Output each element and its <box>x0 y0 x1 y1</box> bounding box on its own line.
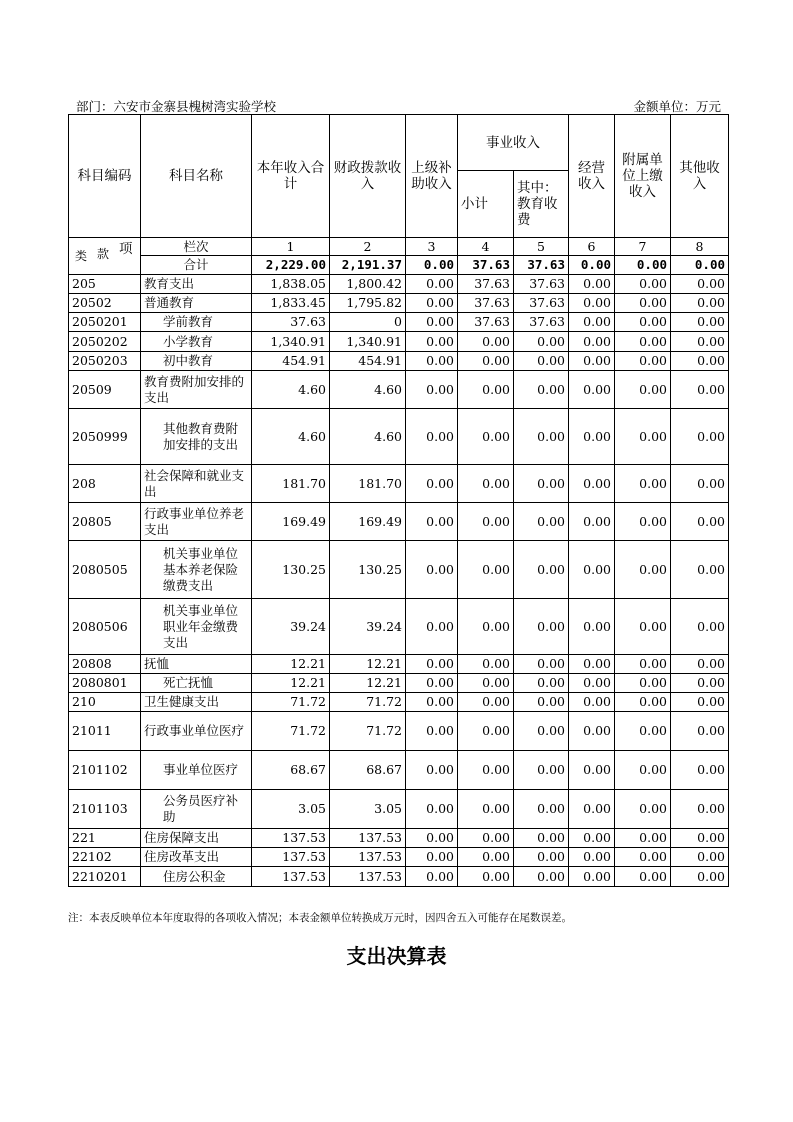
amount-cell: 0.00 <box>569 352 615 371</box>
amount-cell: 0.00 <box>615 829 671 848</box>
subject-code: 210 <box>69 693 141 712</box>
amount-cell: 181.70 <box>252 465 330 503</box>
table-row <box>69 371 729 409</box>
subject-name: 教育支出 <box>141 275 252 294</box>
total-cell: 0.00 <box>569 256 615 275</box>
amount-cell: 0.00 <box>514 409 569 465</box>
amount-cell: 0.00 <box>406 294 458 313</box>
amount-cell: 130.25 <box>252 541 330 599</box>
amount-cell: 0.00 <box>514 848 569 867</box>
amount-cell: 0.00 <box>615 275 671 294</box>
table-row <box>69 829 729 848</box>
total-cell: 2,229.00 <box>252 256 330 275</box>
subject-code: 205 <box>69 275 141 294</box>
amount-cell: 0.00 <box>615 674 671 693</box>
index-cell: 3 <box>406 238 458 256</box>
amount-cell: 0.00 <box>514 655 569 674</box>
amount-cell: 0.00 <box>569 275 615 294</box>
amount-cell: 37.63 <box>458 275 514 294</box>
amount-cell: 68.67 <box>252 751 330 790</box>
amount-cell: 0.00 <box>406 674 458 693</box>
amount-cell: 37.63 <box>514 275 569 294</box>
amount-cell: 1,800.42 <box>330 275 406 294</box>
amount-cell: 454.91 <box>330 352 406 371</box>
amount-cell: 0.00 <box>514 693 569 712</box>
amount-cell: 0.00 <box>406 751 458 790</box>
subject-name: 事业单位医疗 <box>141 751 252 790</box>
subject-name: 住房保障支出 <box>141 829 252 848</box>
amount-cell: 0.00 <box>671 275 729 294</box>
table-row <box>69 352 729 371</box>
amount-cell: 12.21 <box>252 674 330 693</box>
amount-cell: 1,833.45 <box>252 294 330 313</box>
amount-cell: 0.00 <box>615 693 671 712</box>
amount-cell: 0.00 <box>671 712 729 751</box>
amount-cell: 0.00 <box>569 693 615 712</box>
amount-cell: 4.60 <box>330 371 406 409</box>
table-row <box>69 503 729 541</box>
index-cell: 6 <box>569 238 615 256</box>
index-cell: 4 <box>458 238 514 256</box>
table-row <box>69 712 729 751</box>
amount-cell: 0.00 <box>569 599 615 655</box>
amount-cell: 0.00 <box>671 848 729 867</box>
subject-code: 2101102 <box>69 751 141 790</box>
amount-cell: 0.00 <box>514 541 569 599</box>
amount-cell: 37.63 <box>514 313 569 332</box>
amount-cell: 0.00 <box>615 599 671 655</box>
amount-cell: 39.24 <box>330 599 406 655</box>
amount-cell: 0.00 <box>569 541 615 599</box>
amount-cell: 3.05 <box>330 790 406 829</box>
amount-cell: 0.00 <box>615 313 671 332</box>
amount-cell: 0.00 <box>671 352 729 371</box>
xiang-label: 项 <box>119 241 133 257</box>
amount-cell: 0.00 <box>569 848 615 867</box>
amount-cell: 137.53 <box>252 848 330 867</box>
subject-code: 2080505 <box>69 541 141 599</box>
amount-cell: 0.00 <box>569 829 615 848</box>
kuan-label: 款 <box>97 247 110 261</box>
amount-cell: 0.00 <box>514 599 569 655</box>
amount-cell: 0.00 <box>514 712 569 751</box>
amount-cell: 0.00 <box>458 751 514 790</box>
amount-cell: 0.00 <box>406 848 458 867</box>
amount-cell: 0.00 <box>569 751 615 790</box>
subject-name: 学前教育 <box>141 313 252 332</box>
amount-cell: 0.00 <box>671 790 729 829</box>
amount-cell: 12.21 <box>330 655 406 674</box>
table-row <box>69 541 729 599</box>
amount-cell: 0.00 <box>406 790 458 829</box>
amount-cell: 4.60 <box>252 371 330 409</box>
total-cell: 37.63 <box>514 256 569 275</box>
subject-name: 抚恤 <box>141 655 252 674</box>
col-other-header: 其他收入 <box>671 115 729 238</box>
col-superior-header: 上级补助收入 <box>406 115 458 238</box>
table-row <box>69 409 729 465</box>
table-row <box>69 867 729 887</box>
amount-cell: 0.00 <box>615 712 671 751</box>
income-table <box>68 114 729 887</box>
subject-code: 2050203 <box>69 352 141 371</box>
amount-cell: 37.63 <box>458 313 514 332</box>
amount-cell: 0.00 <box>406 275 458 294</box>
amount-cell: 37.63 <box>514 294 569 313</box>
table-row <box>69 332 729 352</box>
subject-code: 2080801 <box>69 674 141 693</box>
amount-cell: 181.70 <box>330 465 406 503</box>
amount-cell: 0.00 <box>615 352 671 371</box>
index-cell: 8 <box>671 238 729 256</box>
col-career-edu-header: 其中：教育收费 <box>514 171 569 238</box>
amount-cell: 0.00 <box>569 409 615 465</box>
amount-cell: 0.00 <box>615 751 671 790</box>
subject-name: 卫生健康支出 <box>141 693 252 712</box>
table-row <box>69 848 729 867</box>
amount-cell: 137.53 <box>330 848 406 867</box>
subject-name: 其他教育费附加安排的支出 <box>141 409 252 465</box>
table-row <box>69 275 729 294</box>
amount-cell: 0.00 <box>406 313 458 332</box>
amount-cell: 0.00 <box>671 332 729 352</box>
amount-cell: 1,340.91 <box>330 332 406 352</box>
amount-cell: 0.00 <box>406 655 458 674</box>
amount-cell: 0.00 <box>615 541 671 599</box>
amount-cell: 169.49 <box>330 503 406 541</box>
subject-code: 2210201 <box>69 867 141 887</box>
amount-cell: 0.00 <box>406 371 458 409</box>
amount-cell: 0.00 <box>406 332 458 352</box>
amount-cell: 0.00 <box>458 332 514 352</box>
amount-cell: 0.00 <box>458 541 514 599</box>
amount-cell: 0.00 <box>458 409 514 465</box>
amount-cell: 0.00 <box>569 790 615 829</box>
amount-cell: 0.00 <box>514 674 569 693</box>
table-row <box>69 294 729 313</box>
subject-code: 208 <box>69 465 141 503</box>
amount-cell: 0.00 <box>514 503 569 541</box>
amount-cell: 0.00 <box>406 829 458 848</box>
subject-code: 2101103 <box>69 790 141 829</box>
subject-code: 2050201 <box>69 313 141 332</box>
amount-cell: 0.00 <box>671 655 729 674</box>
amount-cell: 71.72 <box>252 712 330 751</box>
amount-cell: 0.00 <box>406 693 458 712</box>
total-row <box>69 256 729 275</box>
amount-cell: 0.00 <box>671 465 729 503</box>
amount-cell: 0.00 <box>514 829 569 848</box>
amount-cell: 0.00 <box>458 829 514 848</box>
amount-cell: 0.00 <box>615 409 671 465</box>
amount-cell: 0.00 <box>514 371 569 409</box>
subject-name: 初中教育 <box>141 352 252 371</box>
amount-cell: 0.00 <box>671 294 729 313</box>
amount-cell: 0.00 <box>406 409 458 465</box>
col-career-sub-header: 小计 <box>458 171 514 238</box>
table-row <box>69 313 729 332</box>
amount-cell: 39.24 <box>252 599 330 655</box>
table-row <box>69 655 729 674</box>
amount-cell: 0.00 <box>615 867 671 887</box>
amount-cell: 0.00 <box>671 693 729 712</box>
amount-cell: 0.00 <box>569 371 615 409</box>
amount-cell: 130.25 <box>330 541 406 599</box>
total-label: 合计 <box>141 256 252 275</box>
amount-cell: 0.00 <box>569 313 615 332</box>
subject-name: 机关事业单位职业年金缴费支出 <box>141 599 252 655</box>
total-cell: 0.00 <box>671 256 729 275</box>
amount-cell: 0.00 <box>615 655 671 674</box>
amount-cell: 68.67 <box>330 751 406 790</box>
department-label: 部门：六安市金寨县槐树湾实验学校 <box>76 99 277 114</box>
amount-cell: 0.00 <box>514 332 569 352</box>
amount-cell: 0.00 <box>406 712 458 751</box>
amount-cell: 0.00 <box>458 503 514 541</box>
amount-cell: 0.00 <box>458 674 514 693</box>
subject-name: 死亡抚恤 <box>141 674 252 693</box>
total-cell: 2,191.37 <box>330 256 406 275</box>
amount-cell: 0.00 <box>458 655 514 674</box>
amount-cell: 0.00 <box>514 465 569 503</box>
amount-cell: 1,838.05 <box>252 275 330 294</box>
amount-cell: 4.60 <box>330 409 406 465</box>
index-cell: 5 <box>514 238 569 256</box>
amount-cell: 37.63 <box>458 294 514 313</box>
amount-cell: 0.00 <box>569 465 615 503</box>
amount-cell: 137.53 <box>252 829 330 848</box>
amount-cell: 0.00 <box>671 674 729 693</box>
amount-cell: 12.21 <box>330 674 406 693</box>
table-note: 注：本表反映单位本年度取得的各项收入情况；本表金额单位转换成万元时，因四舍五入可能存在尾数误差。 <box>68 912 572 924</box>
amount-cell: 0.00 <box>458 352 514 371</box>
amount-cell: 0.00 <box>458 371 514 409</box>
col-operating-header: 经营收入 <box>569 115 615 238</box>
amount-cell: 0.00 <box>671 371 729 409</box>
col-name-header: 科目名称 <box>141 115 252 238</box>
amount-cell: 137.53 <box>252 867 330 887</box>
table-row <box>69 693 729 712</box>
amount-cell: 0.00 <box>569 674 615 693</box>
amount-cell: 0.00 <box>615 848 671 867</box>
amount-cell: 0.00 <box>569 332 615 352</box>
subject-name: 小学教育 <box>141 332 252 352</box>
amount-cell: 0.00 <box>406 541 458 599</box>
amount-cell: 0.00 <box>671 751 729 790</box>
subject-name: 行政事业单位养老支出 <box>141 503 252 541</box>
subject-code: 2050202 <box>69 332 141 352</box>
amount-cell: 0.00 <box>406 352 458 371</box>
amount-cell: 0.00 <box>671 867 729 887</box>
amount-cell: 0.00 <box>458 712 514 751</box>
index-cell: 2 <box>330 238 406 256</box>
subject-code: 20808 <box>69 655 141 674</box>
subject-name: 住房改革支出 <box>141 848 252 867</box>
subject-name: 教育费附加安排的支出 <box>141 371 252 409</box>
subject-code: 221 <box>69 829 141 848</box>
total-cell: 0.00 <box>406 256 458 275</box>
amount-cell: 0.00 <box>406 867 458 887</box>
table-row <box>69 674 729 693</box>
amount-cell: 0.00 <box>458 465 514 503</box>
subject-name: 普通教育 <box>141 294 252 313</box>
amount-cell: 0.00 <box>458 790 514 829</box>
amount-cell: 0.00 <box>458 599 514 655</box>
amount-cell: 0.00 <box>569 655 615 674</box>
amount-cell: 137.53 <box>330 829 406 848</box>
amount-cell: 0.00 <box>671 313 729 332</box>
amount-cell: 0.00 <box>615 332 671 352</box>
subject-code: 21011 <box>69 712 141 751</box>
amount-cell: 0.00 <box>671 541 729 599</box>
amount-cell: 71.72 <box>330 693 406 712</box>
amount-cell: 454.91 <box>252 352 330 371</box>
index-cell: 7 <box>615 238 671 256</box>
table-row <box>69 465 729 503</box>
amount-cell: 0.00 <box>514 751 569 790</box>
amount-cell: 0.00 <box>514 352 569 371</box>
amount-cell: 4.60 <box>252 409 330 465</box>
amount-cell: 0.00 <box>671 409 729 465</box>
lei-label: 类 <box>75 249 88 263</box>
subject-code: 20509 <box>69 371 141 409</box>
table-row <box>69 751 729 790</box>
unit-label: 金额单位：万元 <box>633 99 721 114</box>
amount-cell: 0.00 <box>671 599 729 655</box>
amount-cell: 137.53 <box>330 867 406 887</box>
amount-cell: 12.21 <box>252 655 330 674</box>
table-row <box>69 599 729 655</box>
amount-cell: 0.00 <box>615 790 671 829</box>
total-cell: 37.63 <box>458 256 514 275</box>
amount-cell: 71.72 <box>252 693 330 712</box>
subject-code: 20805 <box>69 503 141 541</box>
amount-cell: 0.00 <box>671 503 729 541</box>
col-fiscal-header: 财政拨款收入 <box>330 115 406 238</box>
subject-code: 20502 <box>69 294 141 313</box>
lei-kuan-xiang-cell <box>69 238 141 275</box>
index-cell: 1 <box>252 238 330 256</box>
col-code-header: 科目编码 <box>69 115 141 238</box>
amount-cell: 0.00 <box>615 294 671 313</box>
subject-name: 行政事业单位医疗 <box>141 712 252 751</box>
index-row-label: 栏次 <box>141 238 252 256</box>
amount-cell: 71.72 <box>330 712 406 751</box>
amount-cell: 0.00 <box>406 503 458 541</box>
amount-cell: 3.05 <box>252 790 330 829</box>
subject-name: 公务员医疗补助 <box>141 790 252 829</box>
amount-cell: 0.00 <box>569 712 615 751</box>
amount-cell: 0.00 <box>615 371 671 409</box>
subject-code: 22102 <box>69 848 141 867</box>
amount-cell: 0.00 <box>458 848 514 867</box>
amount-cell: 1,340.91 <box>252 332 330 352</box>
amount-cell: 0.00 <box>671 829 729 848</box>
amount-cell: 1,795.82 <box>330 294 406 313</box>
col-career-header: 事业收入 <box>458 115 569 171</box>
subject-code: 2050999 <box>69 409 141 465</box>
amount-cell: 0.00 <box>615 465 671 503</box>
col-total-header: 本年收入合计 <box>252 115 330 238</box>
amount-cell: 0.00 <box>615 503 671 541</box>
amount-cell: 0.00 <box>569 503 615 541</box>
subject-name: 机关事业单位基本养老保险缴费支出 <box>141 541 252 599</box>
amount-cell: 0.00 <box>406 599 458 655</box>
subject-code: 2080506 <box>69 599 141 655</box>
col-affiliated-header: 附属单位上缴收入 <box>615 115 671 238</box>
amount-cell: 0.00 <box>406 465 458 503</box>
total-cell: 0.00 <box>615 256 671 275</box>
amount-cell: 0.00 <box>569 294 615 313</box>
amount-cell: 0.00 <box>458 693 514 712</box>
subject-name: 社会保障和就业支出 <box>141 465 252 503</box>
amount-cell: 169.49 <box>252 503 330 541</box>
table-row <box>69 790 729 829</box>
amount-cell: 0.00 <box>458 867 514 887</box>
amount-cell: 0 <box>330 313 406 332</box>
next-section-title: 支出决算表 <box>346 944 447 968</box>
amount-cell: 37.63 <box>252 313 330 332</box>
subject-name: 住房公积金 <box>141 867 252 887</box>
amount-cell: 0.00 <box>514 790 569 829</box>
amount-cell: 0.00 <box>569 867 615 887</box>
amount-cell: 0.00 <box>514 867 569 887</box>
